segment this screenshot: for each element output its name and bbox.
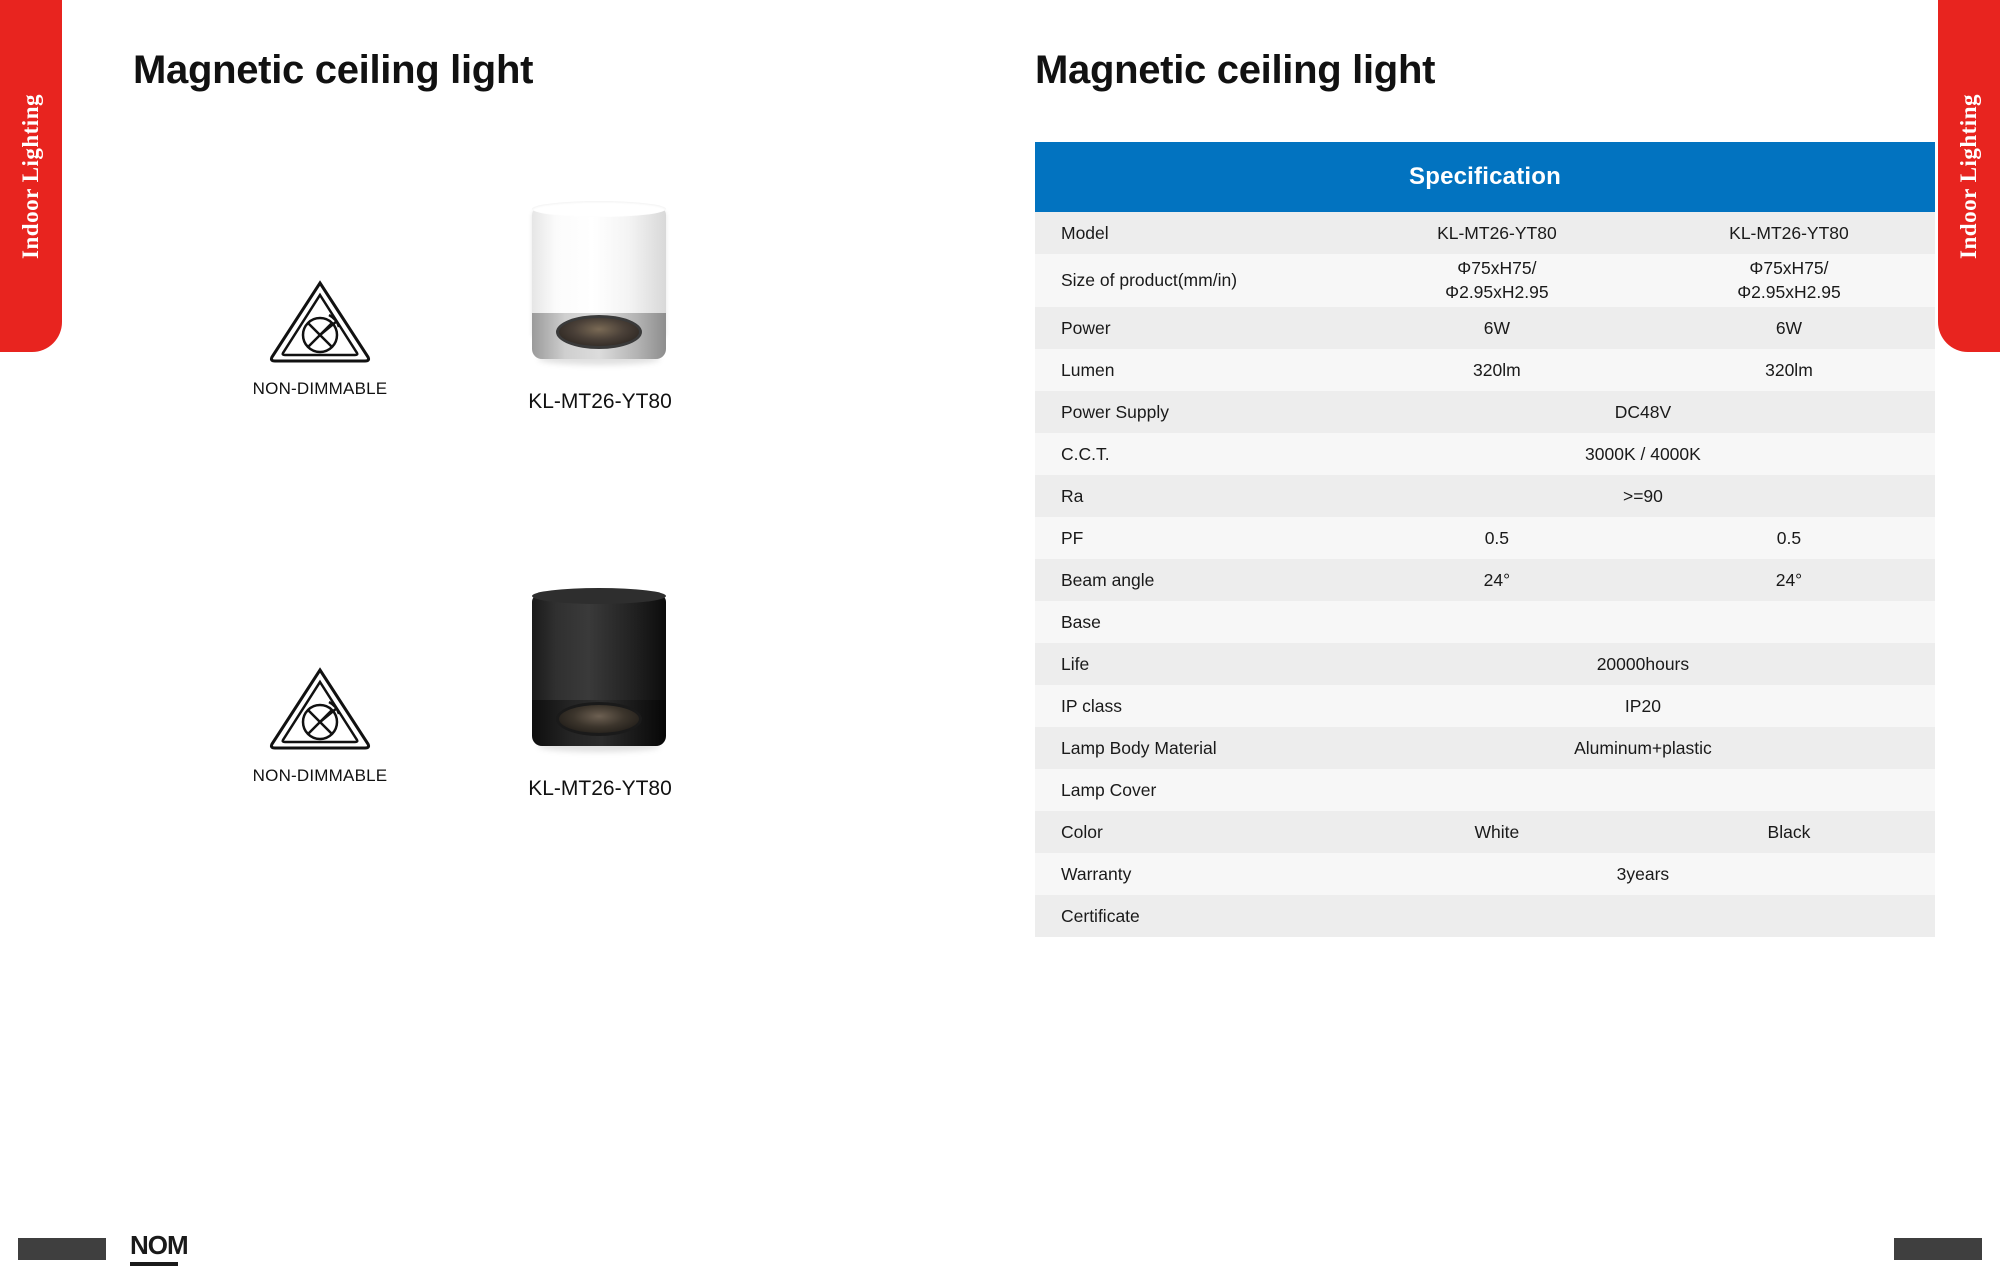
- spec-label: IP class: [1035, 685, 1351, 727]
- spec-value: 3000K / 4000K: [1351, 433, 1935, 475]
- spec-value: 20000hours: [1351, 643, 1935, 685]
- nom-logo: [130, 1230, 188, 1266]
- spec-value: 6W: [1351, 307, 1643, 349]
- footer-bar-right: [1894, 1238, 1982, 1260]
- side-tab-left-label: Indoor Lighting: [18, 93, 43, 259]
- spec-label: Base: [1035, 601, 1351, 643]
- spec-label: Model: [1035, 212, 1351, 254]
- table-row: [1035, 895, 1935, 937]
- non-dimmable-group-2: [200, 662, 440, 786]
- spec-value: Aluminum+plastic: [1351, 727, 1935, 769]
- spec-value: 0.5: [1351, 517, 1643, 559]
- table-row: [1035, 433, 1935, 475]
- table-row: [1035, 475, 1935, 517]
- table-row: [1035, 559, 1935, 601]
- non-dimmable-label: NON-DIMMABLE: [252, 379, 388, 398]
- table-row: [1035, 811, 1935, 853]
- spec-label: Power Supply: [1035, 391, 1351, 433]
- spec-value: [1351, 769, 1643, 811]
- spec-value: [1643, 769, 1935, 811]
- spec-value: Φ75xH75/ Φ2.95xH2.95: [1351, 254, 1643, 307]
- spec-label: Warranty: [1035, 853, 1351, 895]
- right-page-title: Magnetic ceiling light: [1035, 48, 1436, 92]
- spec-value: [1351, 601, 1935, 643]
- spec-label: Lumen: [1035, 349, 1351, 391]
- specification-table-body: [1035, 212, 1935, 937]
- spec-label: C.C.T.: [1035, 433, 1351, 475]
- non-dimmable-icon: [265, 662, 375, 752]
- table-row: [1035, 727, 1935, 769]
- spec-value: >=90: [1351, 475, 1935, 517]
- table-row: [1035, 349, 1935, 391]
- spec-value: KL-MT26-YT80: [1351, 212, 1643, 254]
- spec-value: 3years: [1351, 853, 1935, 895]
- specification-header: Specification: [1035, 142, 1935, 212]
- spec-value: 6W: [1643, 307, 1935, 349]
- specification-table: [1035, 142, 1935, 937]
- table-row: [1035, 212, 1935, 254]
- ceiling-light-image-white: [520, 195, 680, 370]
- spec-label: Certificate: [1035, 895, 1351, 937]
- table-row: [1035, 517, 1935, 559]
- spec-value: DC48V: [1351, 391, 1935, 433]
- table-row: [1035, 254, 1935, 307]
- spec-label: Life: [1035, 643, 1351, 685]
- non-dimmable-icon: [265, 275, 375, 365]
- lamp-figure-white: [485, 195, 715, 414]
- spec-value: 24°: [1351, 559, 1643, 601]
- ceiling-light-image-black: [520, 582, 680, 757]
- spec-value: IP20: [1351, 685, 1935, 727]
- spec-value: White: [1351, 811, 1643, 853]
- nom-logo-bar: [130, 1262, 178, 1266]
- non-dimmable-label: NON-DIMMABLE: [252, 766, 388, 785]
- footer-bar-left: [18, 1238, 106, 1260]
- table-row: [1035, 601, 1935, 643]
- spec-value: 0.5: [1643, 517, 1935, 559]
- side-tab-left: [0, 0, 62, 352]
- spec-value: 320lm: [1351, 349, 1643, 391]
- spec-value: KL-MT26-YT80: [1643, 212, 1935, 254]
- spec-value: 320lm: [1643, 349, 1935, 391]
- spec-label: Lamp Body Material: [1035, 727, 1351, 769]
- spec-value: [1351, 895, 1935, 937]
- non-dimmable-group-1: [200, 275, 440, 399]
- spec-value: 24°: [1643, 559, 1935, 601]
- side-tab-right-label: Indoor Lighting: [1956, 93, 1981, 259]
- model-label-white: KL-MT26-YT80: [528, 390, 672, 413]
- table-row: [1035, 769, 1935, 811]
- left-page-title: Magnetic ceiling light: [133, 48, 534, 92]
- table-row: [1035, 643, 1935, 685]
- side-tab-right: [1938, 0, 2000, 352]
- table-row: [1035, 307, 1935, 349]
- nom-logo-text: NOM: [130, 1230, 188, 1260]
- table-row: [1035, 391, 1935, 433]
- spec-value: Φ75xH75/ Φ2.95xH2.95: [1643, 254, 1935, 307]
- spec-label: Color: [1035, 811, 1351, 853]
- spec-label: Power: [1035, 307, 1351, 349]
- lamp-figure-black: [485, 582, 715, 801]
- spec-label: Size of product(mm/in): [1035, 254, 1351, 307]
- spec-label: Ra: [1035, 475, 1351, 517]
- spec-value: Black: [1643, 811, 1935, 853]
- table-row: [1035, 685, 1935, 727]
- model-label-black: KL-MT26-YT80: [528, 777, 672, 800]
- spec-label: Beam angle: [1035, 559, 1351, 601]
- spec-label: PF: [1035, 517, 1351, 559]
- table-row: [1035, 853, 1935, 895]
- spec-label: Lamp Cover: [1035, 769, 1351, 811]
